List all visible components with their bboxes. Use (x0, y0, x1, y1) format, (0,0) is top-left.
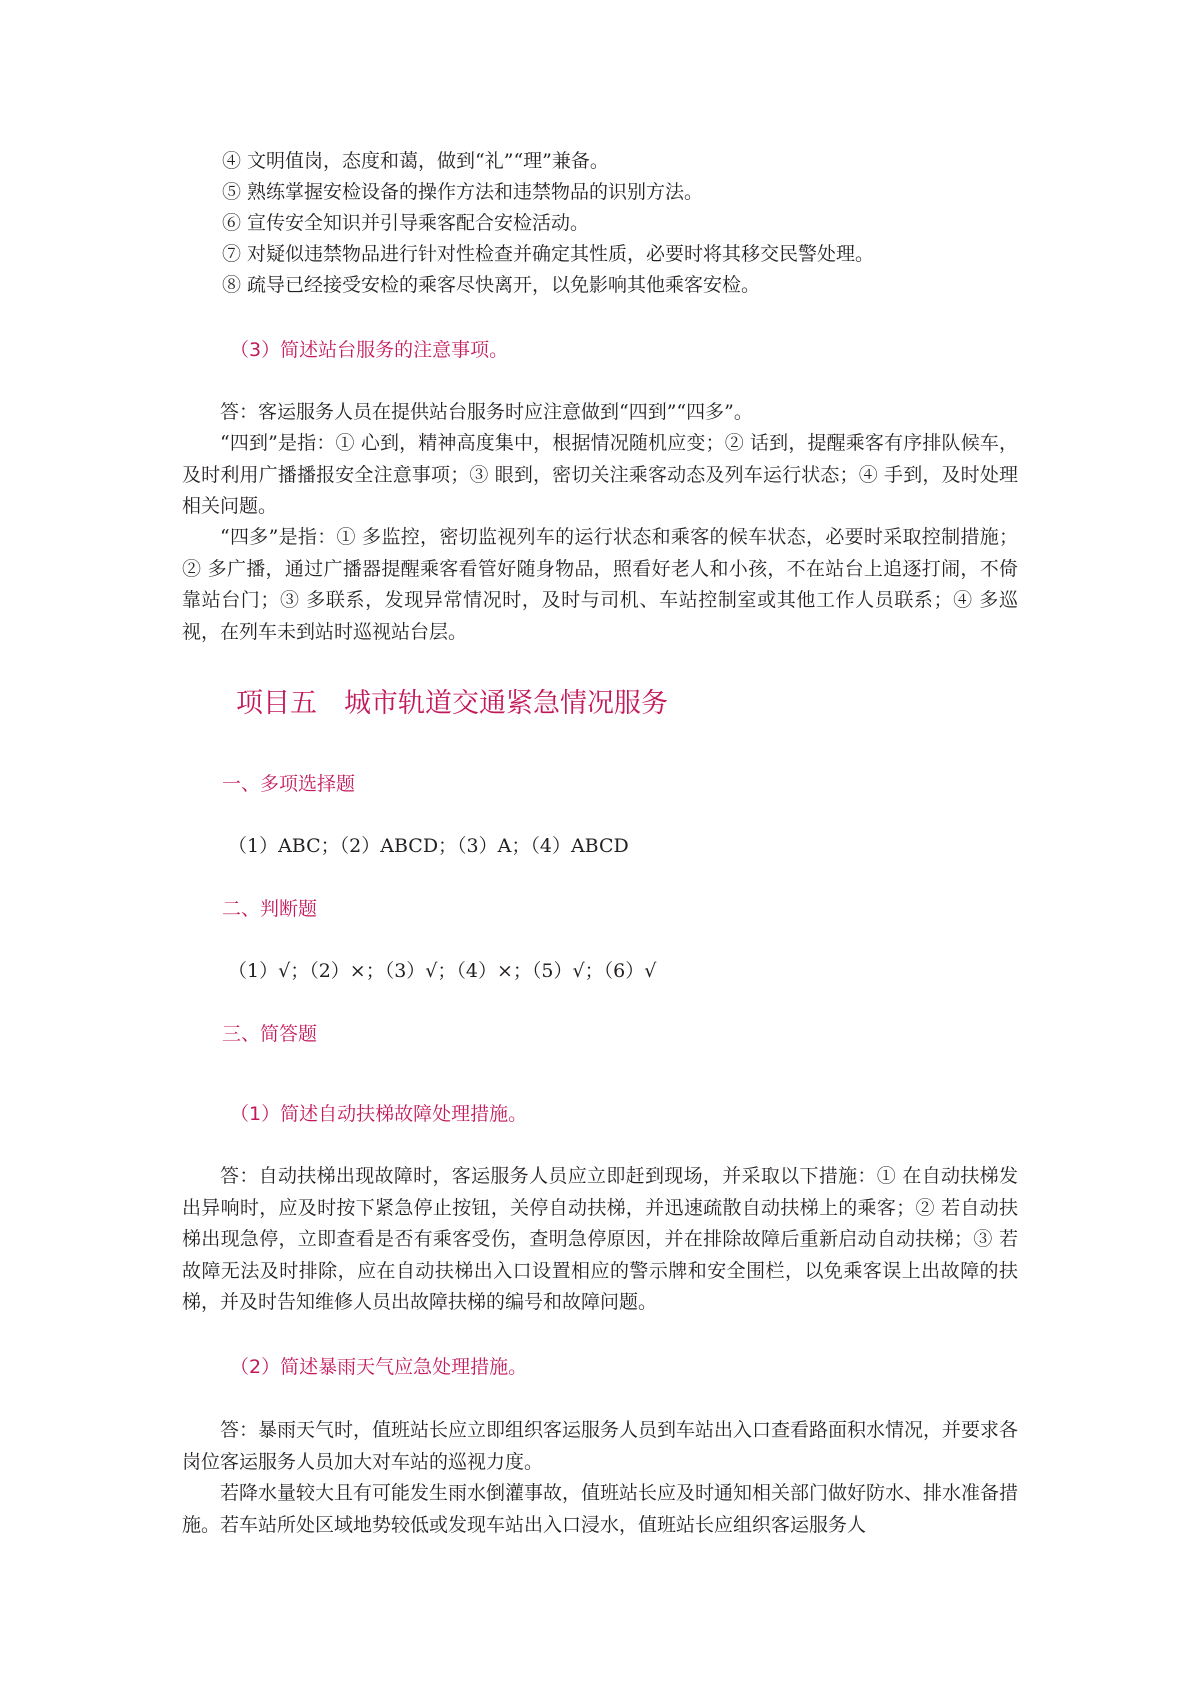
short-question-2-answer-p1: 答：暴雨天气时，值班站长应立即组织客运服务人员到车站出入口查看路面积水情况，并要求各岗位客运服务人员加大对车站的巡视力度。 (182, 1419, 1019, 1473)
short-question-1-title: （1）简述自动扶梯故障处理措施。 (230, 1103, 528, 1125)
section-multiple-choice-title: 一、多项选择题 (222, 773, 356, 795)
question-3-title: （3）简述站台服务的注意事项。 (230, 339, 509, 361)
true-false-answers: （1）√；（2）×；（3）√；（4）×；（5）√；（6）√ (228, 960, 657, 982)
duty-item-6: ⑥ 宣传安全知识并引导乘客配合安检活动。 (222, 212, 590, 234)
duty-item-8: ⑧ 疏导已经接受安检的乘客尽快离开，以免影响其他乘客安检。 (222, 274, 761, 296)
duty-item-5: ⑤ 熟练掌握安检设备的操作方法和违禁物品的识别方法。 (222, 181, 704, 203)
short-question-2-title: （2）简述暴雨天气应急处理措施。 (230, 1356, 528, 1378)
section-true-false-title: 二、判断题 (222, 898, 318, 920)
short-question-1-answer: 答：自动扶梯出现故障时，客运服务人员应立即赶到现场，并采取以下措施：① 在自动扶梯发出异响时，应及时按下紧急停止按钮，关停自动扶梯，并迅速疏散自动扶梯上的乘客；② 若自动扶梯出现急停，立即查看是否有乘客受伤，查明急停原因，并在排除故障后重新启动自动扶梯；③ 若故障无法及时排除，应在自动扶梯出入口设置相应的警示牌和安全围栏，以免乘客误上出故障的扶梯，并及时告知维修人员出故障扶梯的编号和故障问题。 (182, 1165, 1018, 1313)
section-short-answer-title: 三、简答题 (222, 1023, 318, 1045)
project-five-title: 项目五 城市轨道交通紧急情况服务 (236, 688, 668, 719)
short-question-2-answer-p2: 若降水量较大且有可能发生雨水倒灌事故，值班站长应及时通知相关部门做好防水、排水准备措施。若车站所处区域地势较低或发现车站出入口浸水，值班站长应组织客运服务人 (182, 1482, 1019, 1536)
q3-answer-sidao: “四到”是指：① 心到，精神高度集中，根据情况随机应变；② 话到，提醒乘客有序排队候车，及时利用广播播报安全注意事项；③ 眼到，密切关注乘客动态及列车运行状态；④ 手到，及时处理相关问题。 (182, 432, 1018, 517)
duty-item-7: ⑦ 对疑似违禁物品进行针对性检查并确定其性质，必要时将其移交民警处理。 (222, 243, 875, 265)
duty-item-4: ④ 文明值岗，态度和蔼，做到“礼”“理”兼备。 (222, 150, 609, 172)
multiple-choice-answers: （1）ABC；（2）ABCD；（3）A；（4）ABCD (228, 835, 629, 857)
q3-answer-intro: 答：客运服务人员在提供站台服务时应注意做到“四到”“四多”。 (220, 401, 753, 423)
q3-answer-siduo: “四多”是指：① 多监控，密切监视列车的运行状态和乘客的候车状态，必要时采取控制措施；② 多广播，通过广播器提醒乘客看管好随身物品，照看好老人和小孩，不在站台上追逐打闹，不倚靠站台门；③ 多联系，发现异常情况时，及时与司机、车站控制室或其他工作人员联系；④ 多巡视，在列车未到站时巡视站台层。 (182, 526, 1018, 643)
